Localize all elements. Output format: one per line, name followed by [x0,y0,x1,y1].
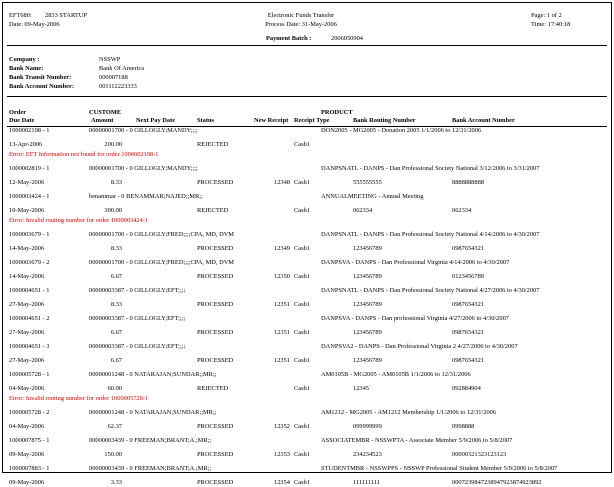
receipt-type: Cash1 [294,301,310,308]
report-time: Time: 17:40:18 [531,21,571,28]
amount: 6.67 [110,329,122,336]
col-new-receipt: New Receipt [254,117,289,124]
status: PROCESSED [197,245,234,252]
new-receipt: 12353 [274,451,290,458]
new-receipt: 12351 [274,357,290,364]
customer: 00000003387 - 0 GILLOGLY;EFT;;;; [89,343,186,350]
status: PROCESSED [197,329,234,336]
bank-name-label: Bank Name: [9,65,44,72]
routing-number: 123456789 [353,329,382,336]
new-receipt: 12354 [274,479,290,486]
amount: 6.67 [110,273,122,280]
bank-account-number: 0007239847238947923874923892 [452,479,542,486]
new-receipt: 12350 [274,273,290,280]
order-number: 1000007883 - 1 [9,465,50,472]
routing-number: 123456789 [353,245,382,252]
routing-number: 234234523 [353,451,382,458]
product: DON2005 - MG2005 - Donation 2005 1/1/2006 to 12/31/2006 [321,127,482,134]
account-label: Bank Account Number: [9,83,74,90]
receipt-type: Cash1 [294,245,310,252]
order-number: 1000004651 - 3 [9,343,50,350]
product: AM0105B - MG2005 - AM0105B 1/1/2006 to 12/31/2006 [321,371,471,378]
amount: 3.33 [110,479,122,486]
order-number: 1000002198 - 1 [9,127,50,134]
bank-account-number: 0998888 [452,423,475,430]
order-number: 1000004651 - 2 [9,315,50,322]
status: REJECTED [197,141,229,148]
due-date: 27-May-2006 [9,329,45,336]
due-date: 10-May-2006 [9,207,45,214]
bank-account-number: 0987654321 [452,245,484,252]
order-number: 1000003679 - 1 [9,231,50,238]
report-date: Date: 09-May-2006 [9,21,60,28]
bank-account-number: 062334 [452,207,472,214]
status: PROCESSED [197,423,234,430]
transit-label: Bank Transit Number: [9,74,72,81]
col-routing: Bank Routing Number [353,117,416,124]
order-number: 1000003424 - 1 [9,193,50,200]
customer: 00000001700 - 0 GILLOGLY;FRED;;;;CPA, MD, DVM [89,259,234,266]
product: DANPSNATL - DANPS - Dan Professional Society National 4/27/2006 to 4/30/2007 [321,287,540,294]
new-receipt: 12348 [274,179,290,186]
product: AM1212 - MG2005 - AM1212 Membership 1/1/2006 to 12/31/2006 [321,409,497,416]
payment-batch-value: 2006050904 [331,35,363,42]
receipt-type: Cash1 [294,141,310,148]
bank-name-value: Bank Of America [99,65,145,72]
col-bank-account: Bank Account Number [452,117,515,124]
due-date: 04-May-2006 [9,385,45,392]
product: DANPSVA - DANPS - Dan Professional Virginia 4/14/2006 to 4/30/2007 [321,259,510,266]
error-message: Error: Invalid routing number for order 1000003424-1 [9,217,149,224]
receipt-type: Cash1 [294,357,310,364]
product: ASSOCIATEMBR - NSSWPTA - Associate Member 5/9/2006 to 5/8/2007 [321,437,513,444]
customer: 00000003439 - 0 FREEMAN;BRANT;A.;MR;; [89,437,212,444]
status: PROCESSED [197,357,234,364]
status: REJECTED [197,385,229,392]
customer: 00000001248 - 0 NATARAJAN;SUNDAR;;MR;; [89,371,217,378]
receipt-type: Cash1 [294,179,310,186]
due-date: 09-May-2006 [9,451,45,458]
col-customer: CUSTOME [89,109,122,116]
routing-number: 062334 [353,207,373,214]
status: PROCESSED [197,451,234,458]
due-date: 12-May-2006 [9,179,45,186]
error-message: Error: Invalid routing number for order 1000005728-1 [9,395,149,402]
order-number: 1000005728 - 2 [9,409,50,416]
product: DANPSVA - DANPS - Dan professional Virginia 4/27/2006 to 4/30/2007 [321,315,509,322]
bank-account-number: 092884904 [452,385,481,392]
company-value: NSSWP [99,56,121,63]
order-number: 1000005728 - 1 [9,371,50,378]
customer: 00000001700 - 0 GILLOGLY;FRED;;;;CPA, MD, DVM [89,231,234,238]
receipt-type: Cash1 [294,385,310,392]
col-due-date: Due Date [9,117,35,124]
amount: 8.33 [110,301,122,308]
page-number: Page: 1 of 2 [531,12,562,19]
receipt-type: Cash1 [294,479,310,486]
error-message: Error: EFT Information not found for order 1000002198-1 [9,151,159,158]
receipt-type: Cash1 [294,273,310,280]
customer: 00000003439 - 0 FREEMAN;BRANT;A.;MR;; [89,465,212,472]
payment-batch-label: Payment Batch : [266,35,312,42]
info-divider [7,96,607,97]
company-header: 2833 STARTUP [45,12,87,19]
bank-account-number: 0987654321 [452,301,484,308]
amount: 60.00 [107,385,122,392]
amount: 150.00 [104,451,122,458]
product: DANPSNATL - DANPS - Dan Professional Society National 3/12/2006 to 3/31/2007 [321,165,540,172]
due-date: 14-May-2006 [9,245,45,252]
status: PROCESSED [197,479,234,486]
receipt-type: Cash1 [294,207,310,214]
order-number: 1000007875 - 1 [9,437,50,444]
due-date: 27-May-2006 [9,357,45,364]
due-date: 04-May-2006 [9,423,45,430]
new-receipt: 12351 [274,329,290,336]
customer: 00000001700 - 0 GILLOGLY;MANDY;;;; [89,127,198,134]
col-product: PRODUCT [321,109,353,116]
product: DANPSVA2 - DANPS - Dan Professional Virginia 2 4/27/2006 to 4/30/2007 [321,343,518,350]
col-receipt-type: Receipt Type [294,117,330,124]
account-value: 001112223333 [99,83,137,90]
col-amount: Amount [91,117,114,124]
order-number: 1000003679 - 2 [9,259,50,266]
amount: 62.37 [107,423,122,430]
col-next-pay: Next Pay Date [136,117,176,124]
routing-number: 123456789 [353,301,382,308]
customer: benammar - 0 BENAMMAR;NAJED;;MR;; [89,193,203,200]
new-receipt: 12351 [274,301,290,308]
col-order: Order [9,109,27,116]
customer: 00000001248 - 0 NATARAJAN;SUNDAR;;MR;; [89,409,217,416]
receipt-type: Cash1 [294,451,310,458]
product: ANNUALMEETING - Annual Meeting [321,193,424,200]
bank-account-number: 8888888888 [452,179,484,186]
report-title: Electronic Funds Transfer [267,12,335,19]
routing-number: 099999999 [353,423,382,430]
receipt-type: Cash1 [294,329,310,336]
new-receipt: 12352 [274,423,290,430]
status: PROCESSED [197,273,234,280]
bank-account-number: 0987654321 [452,357,484,364]
routing-number: 12345 [353,385,369,392]
product: STUDENTMBR - NSSWPPS - NSSWP Professional Student Member 5/9/2006 to 5/8/2007 [321,465,558,472]
bank-account-number: 0987654321 [452,329,484,336]
process-date: Process Date: 31-May-2006 [265,21,337,28]
product: DANPSNATL - DANPS - Dan Professional Society National 4/14/2006 to 4/30/2007 [321,231,540,238]
routing-number: 123456789 [353,357,382,364]
customer: 00000001700 - 0 GILLOGLY;MANDY;;;; [89,165,198,172]
amount: 6.67 [110,357,122,364]
due-date: 09-May-2006 [9,479,45,486]
transit-value: 000007188 [99,74,128,81]
due-date: 27-May-2006 [9,301,45,308]
routing-number: 123456789 [353,273,382,280]
report-id: EFT680: [9,12,32,19]
order-number: 1000002819 - 1 [9,165,50,172]
status: PROCESSED [197,301,234,308]
amount: 300.00 [104,207,122,214]
status: REJECTED [197,207,229,214]
routing-number: 111111111 [353,479,380,486]
receipt-type: Cash1 [294,423,310,430]
company-label: Company : [9,56,40,63]
amount: 200.00 [104,141,122,148]
customer: 00000003387 - 0 GILLOGLY;EFT;;;; [89,315,186,322]
due-date: 13-Apr-2006 [9,141,43,148]
amount: 8.33 [110,245,122,252]
bank-account-number: 0123456789 [452,273,484,280]
order-number: 1000004651 - 1 [9,287,50,294]
customer: 00000003387 - 0 GILLOGLY;EFT;;;; [89,287,186,294]
status: PROCESSED [197,179,234,186]
routing-number: 555555555 [353,179,382,186]
amount: 8.33 [110,179,122,186]
due-date: 14-May-2006 [9,273,45,280]
col-status: Status [197,117,215,124]
new-receipt: 12349 [274,245,290,252]
header-divider [7,45,607,46]
bank-account-number: 00000321323123123 [452,451,507,458]
